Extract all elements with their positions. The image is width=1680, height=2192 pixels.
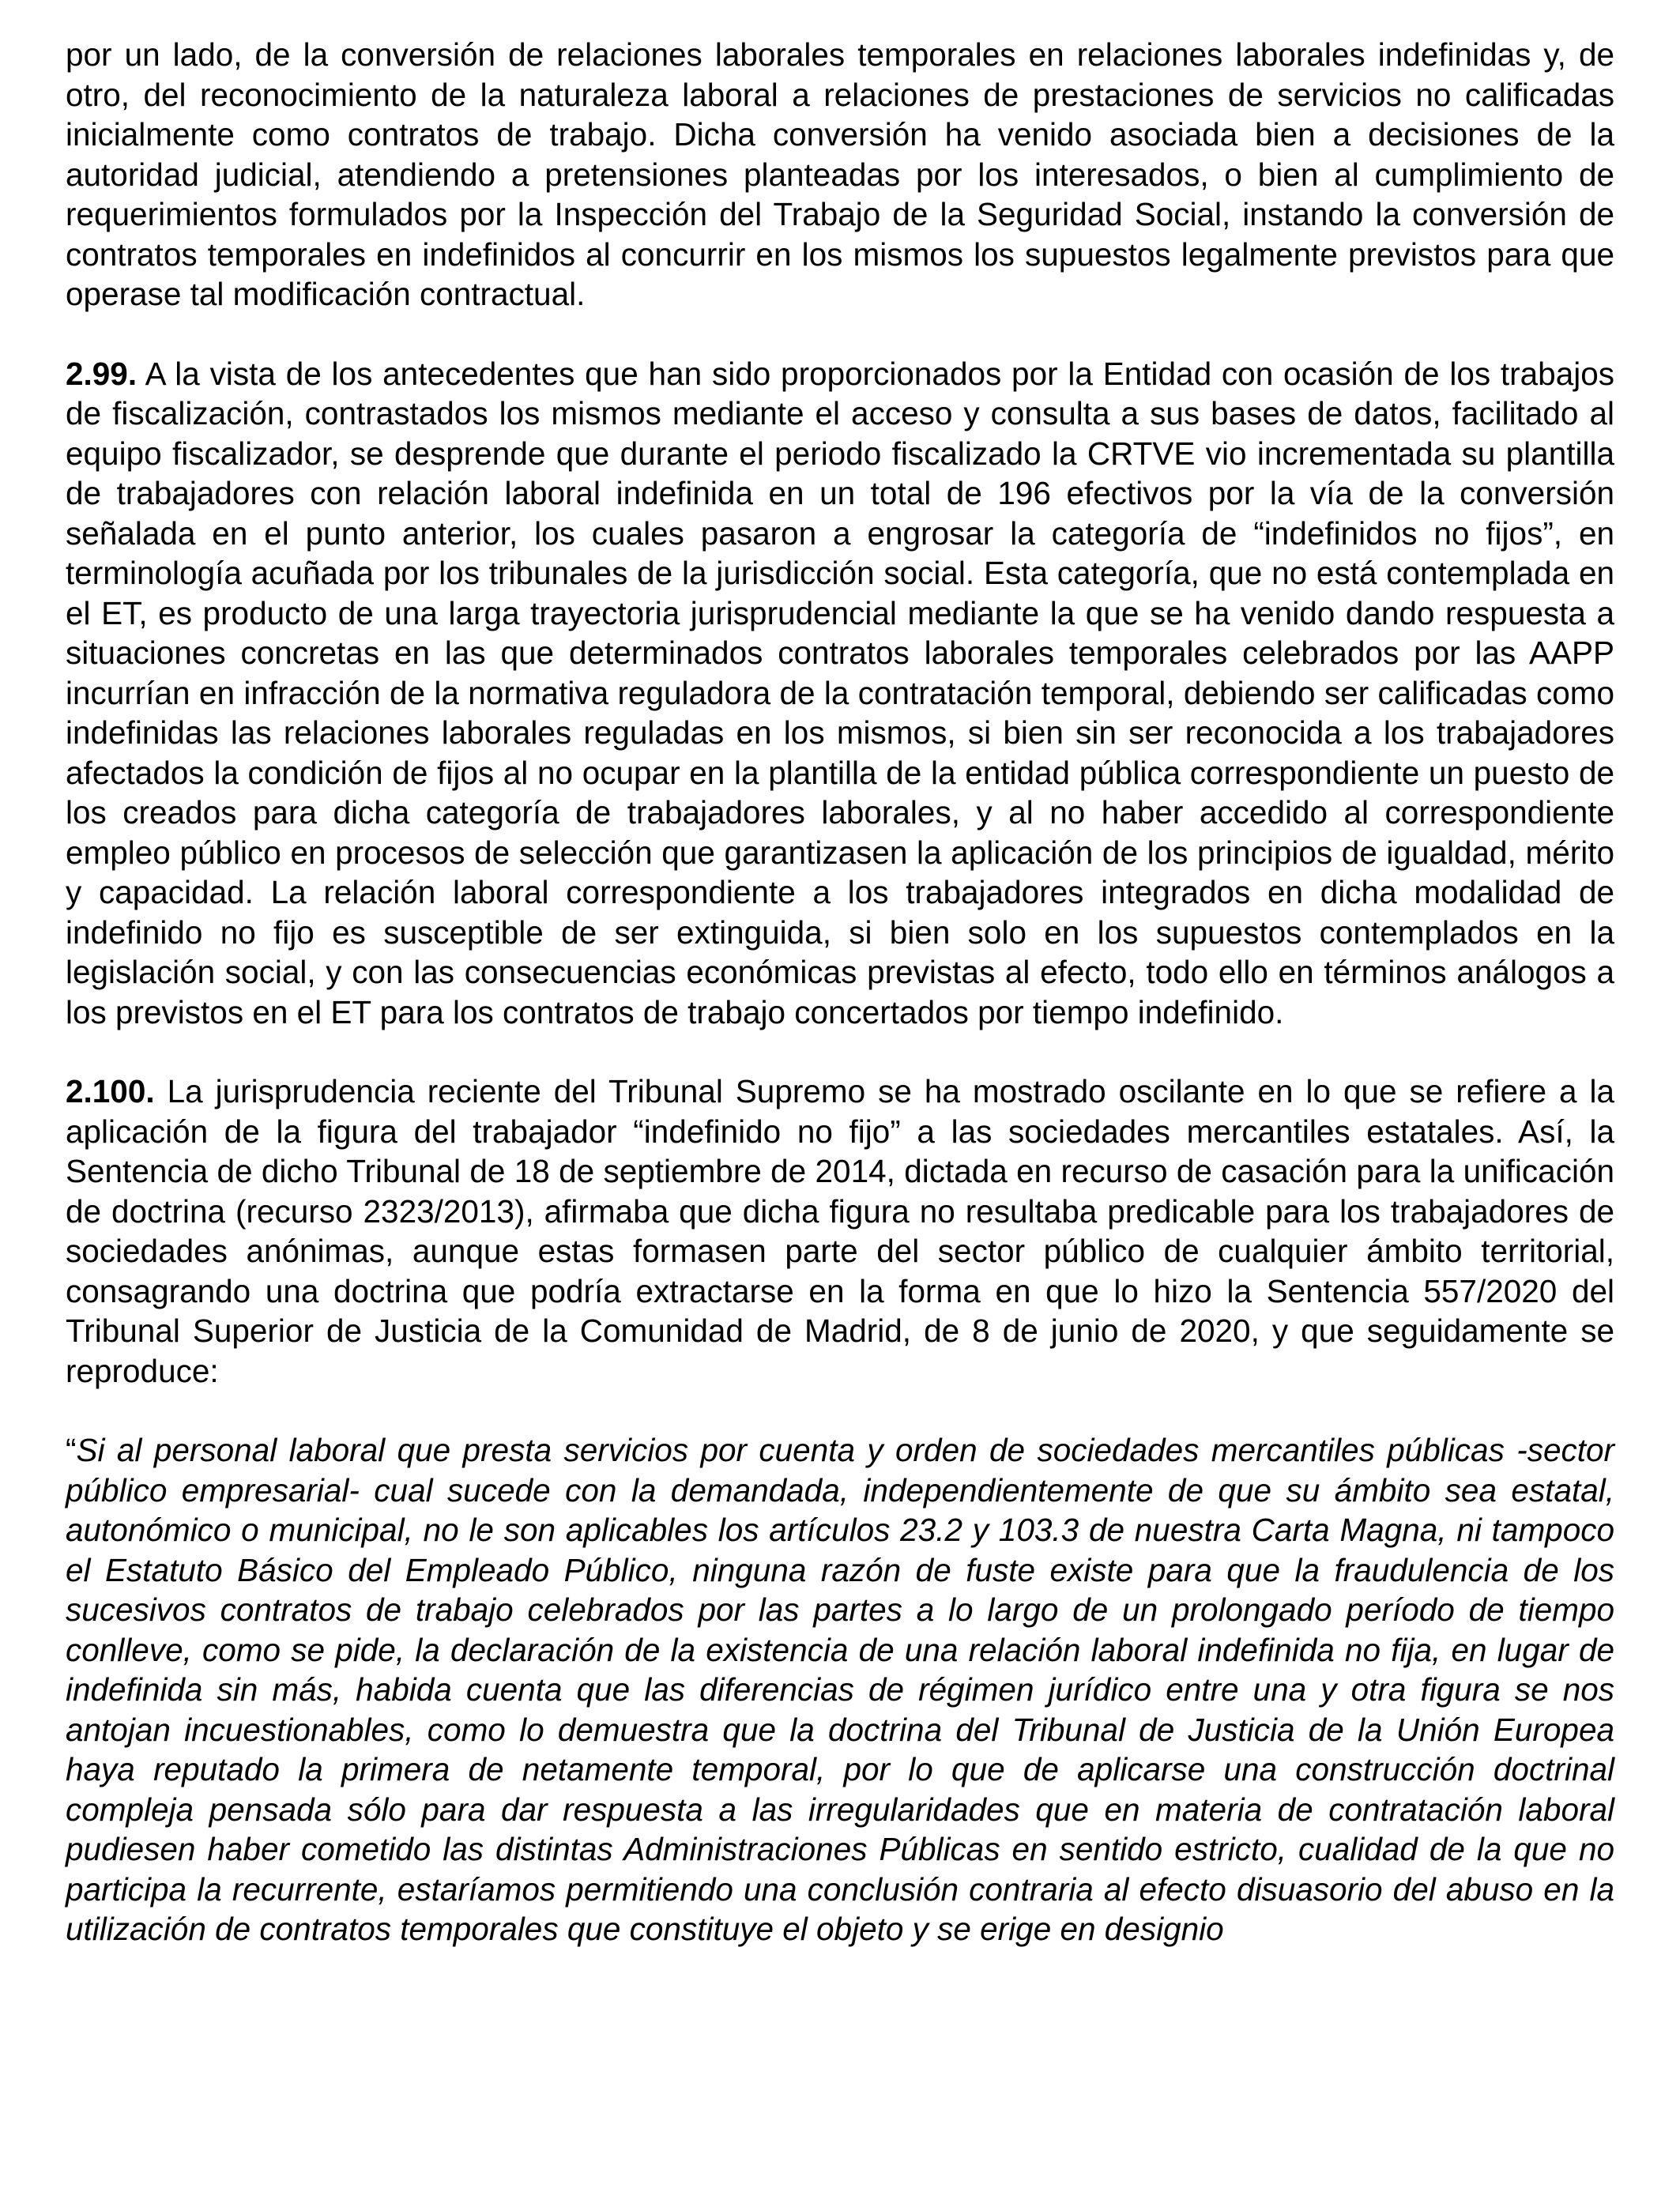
quote-text: Si al personal laboral que presta servicios por cuenta y orden de sociedades mercantiles públicas -sector público empresarial- cual sucede con la demandada, independientemente de que su ámbito sea estatal, autonómico o municipal, no le son aplicables los artículos 23.2 y 103.3 de nuestra Carta Magna, ni tampoco el Estatuto Básico del Empleado Público, ninguna razón de fuste existe para que la fraudulencia de los sucesivos contratos de trabajo celebrados por las partes a lo largo de un prolongado período de tiempo conlleve, como se pide, la declaración de la existencia de una relación laboral indefinida no fija, en lugar de indefinida sin más, habida cuenta que las diferencias de régimen jurídico entre una y otra figura se nos antojan incuestionables, como lo demuestra que la doctrina del Tribunal de Justicia de la Unión Europea haya reputado la primera de netamente temporal, por lo que de aplicarse una construcción doctrinal compleja pensada sólo para dar respuesta a las irregularidades que en materia de contratación laboral pudiesen haber cometido las distintas Administraciones Públicas en sentido estricto, cualidad de la que no participa la recurrente, estaríamos permitiendo una conclusión contraria al efecto disuasorio del abuso en la utilización de contratos temporales que constituye el objeto y se erige en designio [66,1432,1614,1947]
paragraph-text: A la vista de los antecedentes que han sido proporcionados por la Entidad con ocasión de los trabajos de fiscalización, contrastados los mismos mediante el acceso y consulta a sus bases de datos, facilitado al equipo fiscalizador, se desprende que durante el periodo fiscalizado la CRTVE vio incrementada su plantilla de trabajadores con relación laboral indefinida en un total de 196 efectivos por la vía de la conversión señalada en el punto anterior, los cuales pasaron a engrosar la categoría de “indefinidos no fijos”, en terminología acuñada por los tribunales de la jurisdicción social. Esta categoría, que no está contemplada en el ET, es producto de una larga trayectoria jurisprudencial mediante la que se ha venido dando respuesta a situaciones concretas en las que determinados contratos laborales temporales celebrados por las AAPP incurrían en infracción de la normativa reguladora de la contratación temporal, debiendo ser calificadas como indefinidas las relaciones laborales reguladas en los mismos, si bien sin ser reconocida a los trabajadores afectados la condición de fijos al no ocupar en la plantilla de la entidad pública correspondiente un puesto de los creados para dicha categoría de trabajadores laborales, y al no haber accedido al correspondiente empleo público en procesos de selección que garantizasen la aplicación de los principios de igualdad, mérito y capacidad. La relación laboral correspondiente a los trabajadores integrados en dicha modalidad de indefinido no fijo es susceptible de ser extinguida, si bien solo en los supuestos contemplados en la legislación social, y con las consecuencias económicas previstas al efecto, todo ello en términos análogos a los previstos en el ET para los contratos de trabajo concertados por tiempo indefinido. [66,355,1614,1030]
quoted-sentence [66,1430,1614,1949]
paragraph-continuation [66,35,1614,314]
paragraph-text: por un lado, de la conversión de relaciones laborales temporales en relaciones laborales indefinidas y, de otro, del reconocimiento de la naturaleza laboral a relaciones de prestaciones de servicios no calificadas inicialmente como contratos de trabajo. Dicha conversión ha venido asociada bien a decisiones de la autoridad judicial, atendiendo a pretensiones planteadas por los interesados, o bien al cumplimiento de requerimientos formulados por la Inspección del Trabajo de la Seguridad Social, instando la conversión de contratos temporales en indefinidos al concurrir en los mismos los supuestos legalmente previstos para que operase tal modificación contractual. [66,36,1614,312]
paragraph-number: 2.100. [66,1073,155,1109]
quote-open-mark: “ [66,1432,77,1468]
paragraph-2-99 [66,354,1614,1033]
document-page [66,35,1614,1989]
paragraph-number: 2.99. [66,355,137,392]
paragraph-2-100 [66,1072,1614,1391]
paragraph-text: La jurisprudencia reciente del Tribunal Supremo se ha mostrado oscilante en lo que se refiere a la aplicación de la figura del trabajador “indefinido no fijo” a las sociedades mercantiles estatales. Así, la Sentencia de dicho Tribunal de 18 de septiembre de 2014, dictada en recurso de casación para la unificación de doctrina (recurso 2323/2013), afirmaba que dicha figura no resultaba predicable para los trabajadores de sociedades anónimas, aunque estas formasen parte del sector público de cualquier ámbito territorial, consagrando una doctrina que podría extractarse en la forma en que lo hizo la Sentencia 557/2020 del Tribunal Superior de Justicia de la Comunidad de Madrid, de 8 de junio de 2020, y que seguidamente se reproduce: [66,1073,1614,1389]
